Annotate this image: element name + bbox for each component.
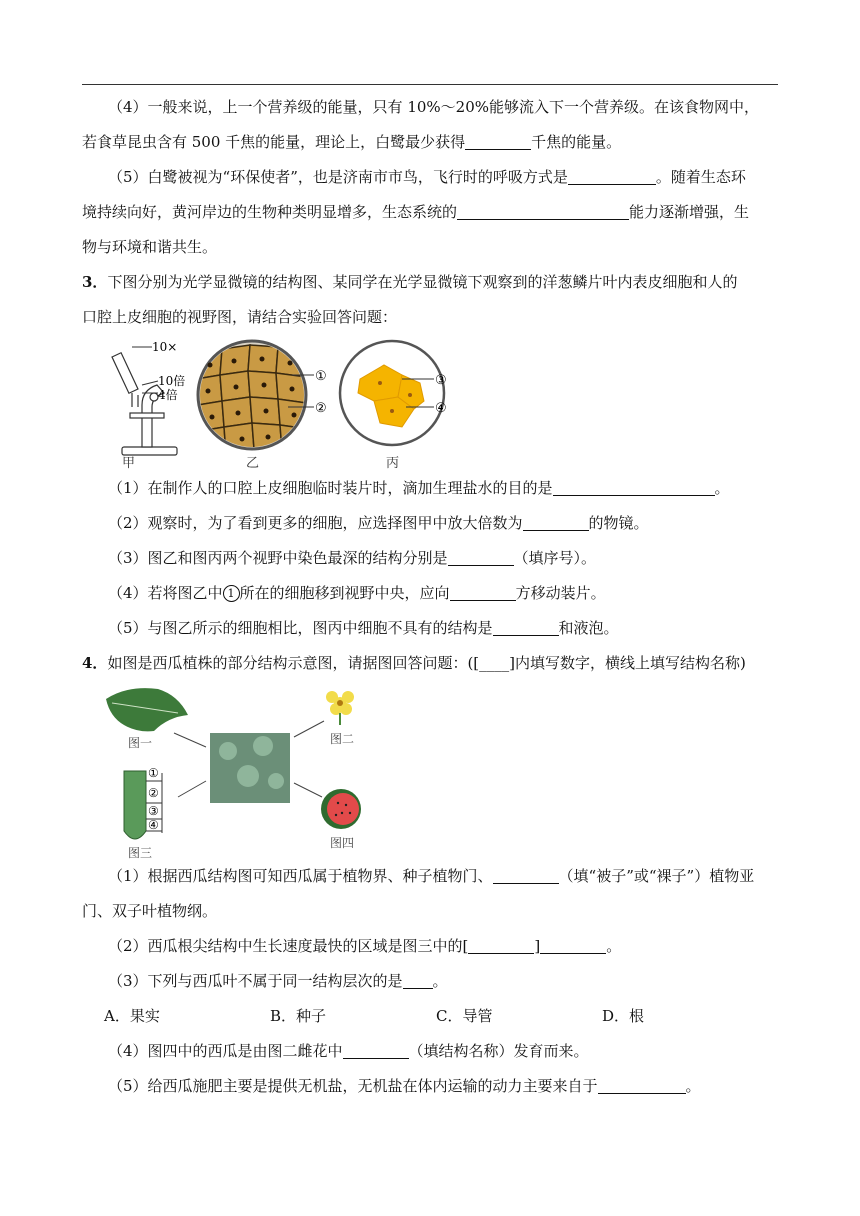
answer-blank[interactable]	[450, 582, 516, 601]
flower-icon	[326, 691, 354, 725]
answer-blank[interactable]	[598, 1075, 686, 1094]
answer-blank[interactable]	[457, 201, 629, 220]
q2-5-line2: 境持续向好，黄河岸边的生物种类明显增多，生态系统的 能力逐渐增强，生	[82, 203, 750, 221]
q3-4: （4）若将图乙中 1 所在的细胞移到视野中央，应向 方移动装片。	[108, 584, 606, 602]
root-tip-icon	[124, 771, 146, 839]
answer-blank[interactable]	[540, 935, 606, 954]
q3-2: （2）观察时，为了看到更多的细胞，应选择图甲中放大倍数为 的物镜。	[108, 514, 649, 532]
q2-4-line2: 若食草昆虫含有 500 千焦的能量，理论上，白鹭最少获得 千焦的能量。	[82, 133, 622, 151]
microscope-figure	[102, 335, 502, 471]
answer-blank[interactable]	[343, 1040, 409, 1059]
answer-blank[interactable]	[553, 477, 715, 496]
q2-5-line3: 物与环境和谐共生。	[82, 238, 218, 256]
q4-1-line2: 门、双子叶植物纲。	[82, 902, 218, 920]
option-d[interactable]: D．根	[602, 1007, 645, 1025]
header-rule	[82, 84, 778, 85]
label-r3: ③	[148, 804, 159, 818]
answer-blank[interactable]	[523, 512, 589, 531]
label-t4: 图四	[330, 836, 355, 850]
answer-blank[interactable]	[493, 617, 559, 636]
q3-figure	[82, 335, 778, 471]
label-r1: ①	[148, 766, 159, 780]
label-c3: ③	[435, 373, 447, 388]
q4-3: （3）下列与西瓜叶不属于同一结构层次的是 。	[108, 972, 448, 990]
q4-4: （4）图四中的西瓜是由图二雌花中 （填结构名称）发育而来。	[108, 1042, 589, 1060]
answer-blank[interactable]	[568, 166, 656, 185]
label-4bei: 4倍	[158, 388, 178, 402]
q2-5-line1: （5）白鹭被视为“环保使者”，也是济南市市鸟，飞行时的呼吸方式是 。随着生态环	[108, 168, 746, 186]
watermelon-figure	[98, 681, 398, 859]
option-c[interactable]: C．导管	[436, 1007, 493, 1025]
answer-blank[interactable]	[468, 935, 534, 954]
label-c4: ④	[435, 401, 447, 416]
label-r2: ②	[148, 786, 159, 800]
q2-4-line1: （4）一般来说，上一个营养级的能量，只有 10%～20%能够流入下一个营养级。在该食物网中，	[108, 98, 759, 116]
q3-3: （3）图乙和图丙两个视野中染色最深的结构分别是 （填序号）。	[108, 549, 597, 567]
leaf-icon	[106, 688, 188, 731]
label-c1: ①	[315, 369, 327, 384]
label-t1: 图一	[128, 736, 153, 750]
option-a[interactable]: A．果实	[104, 1007, 160, 1025]
q4-stem: 4．如图是西瓜植株的部分结构示意图，请据图回答问题：([____]内填写数字，横线上填写结构名称)	[82, 654, 746, 672]
q3-1: （1）在制作人的口腔上皮细胞临时装片时，滴加生理盐水的目的是 。	[108, 479, 730, 497]
label-jia: 甲	[122, 456, 136, 471]
q3-stem-line2: 口腔上皮细胞的视野图，请结合实验回答问题：	[82, 308, 398, 326]
q4-1-line1: （1）根据西瓜结构图可知西瓜属于植物界、种子植物门、 （填“被子”或“裸子”）植物亚	[108, 867, 755, 885]
q4-5: （5）给西瓜施肥主要是提供无机盐，无机盐在体内运输的动力主要来自于 。	[108, 1077, 701, 1095]
q3-5: （5）与图乙所示的细胞相比，图丙中细胞不具有的结构是 和液泡。	[108, 619, 619, 637]
answer-blank[interactable]	[448, 547, 514, 566]
label-t2: 图二	[330, 732, 355, 746]
label-t3: 图三	[128, 846, 153, 859]
label-c2: ②	[315, 401, 327, 416]
answer-blank[interactable]	[493, 865, 559, 884]
q3-stem-line1: 3．下图分别为光学显微镜的结构图、某同学在光学显微镜下观察到的洋葱鳞片叶内表皮细胞和人的	[82, 273, 738, 291]
answer-blank[interactable]	[465, 131, 531, 150]
answer-blank[interactable]	[403, 970, 433, 989]
option-b[interactable]: B．种子	[270, 1007, 327, 1025]
circled-number: 1	[223, 585, 240, 602]
q4-figure	[82, 681, 778, 859]
label-r4: ④	[148, 818, 159, 832]
q4-3-options	[82, 999, 778, 1034]
q4-2: （2）西瓜根尖结构中生长速度最快的区域是图三中的[ ] 。	[108, 937, 622, 955]
label-bing: 丙	[386, 456, 400, 471]
microscope-icon	[112, 353, 177, 455]
label-10x: 10×	[152, 340, 178, 354]
label-10bei: 10倍	[158, 374, 186, 388]
label-yi: 乙	[246, 456, 260, 471]
document-page	[82, 90, 778, 1104]
